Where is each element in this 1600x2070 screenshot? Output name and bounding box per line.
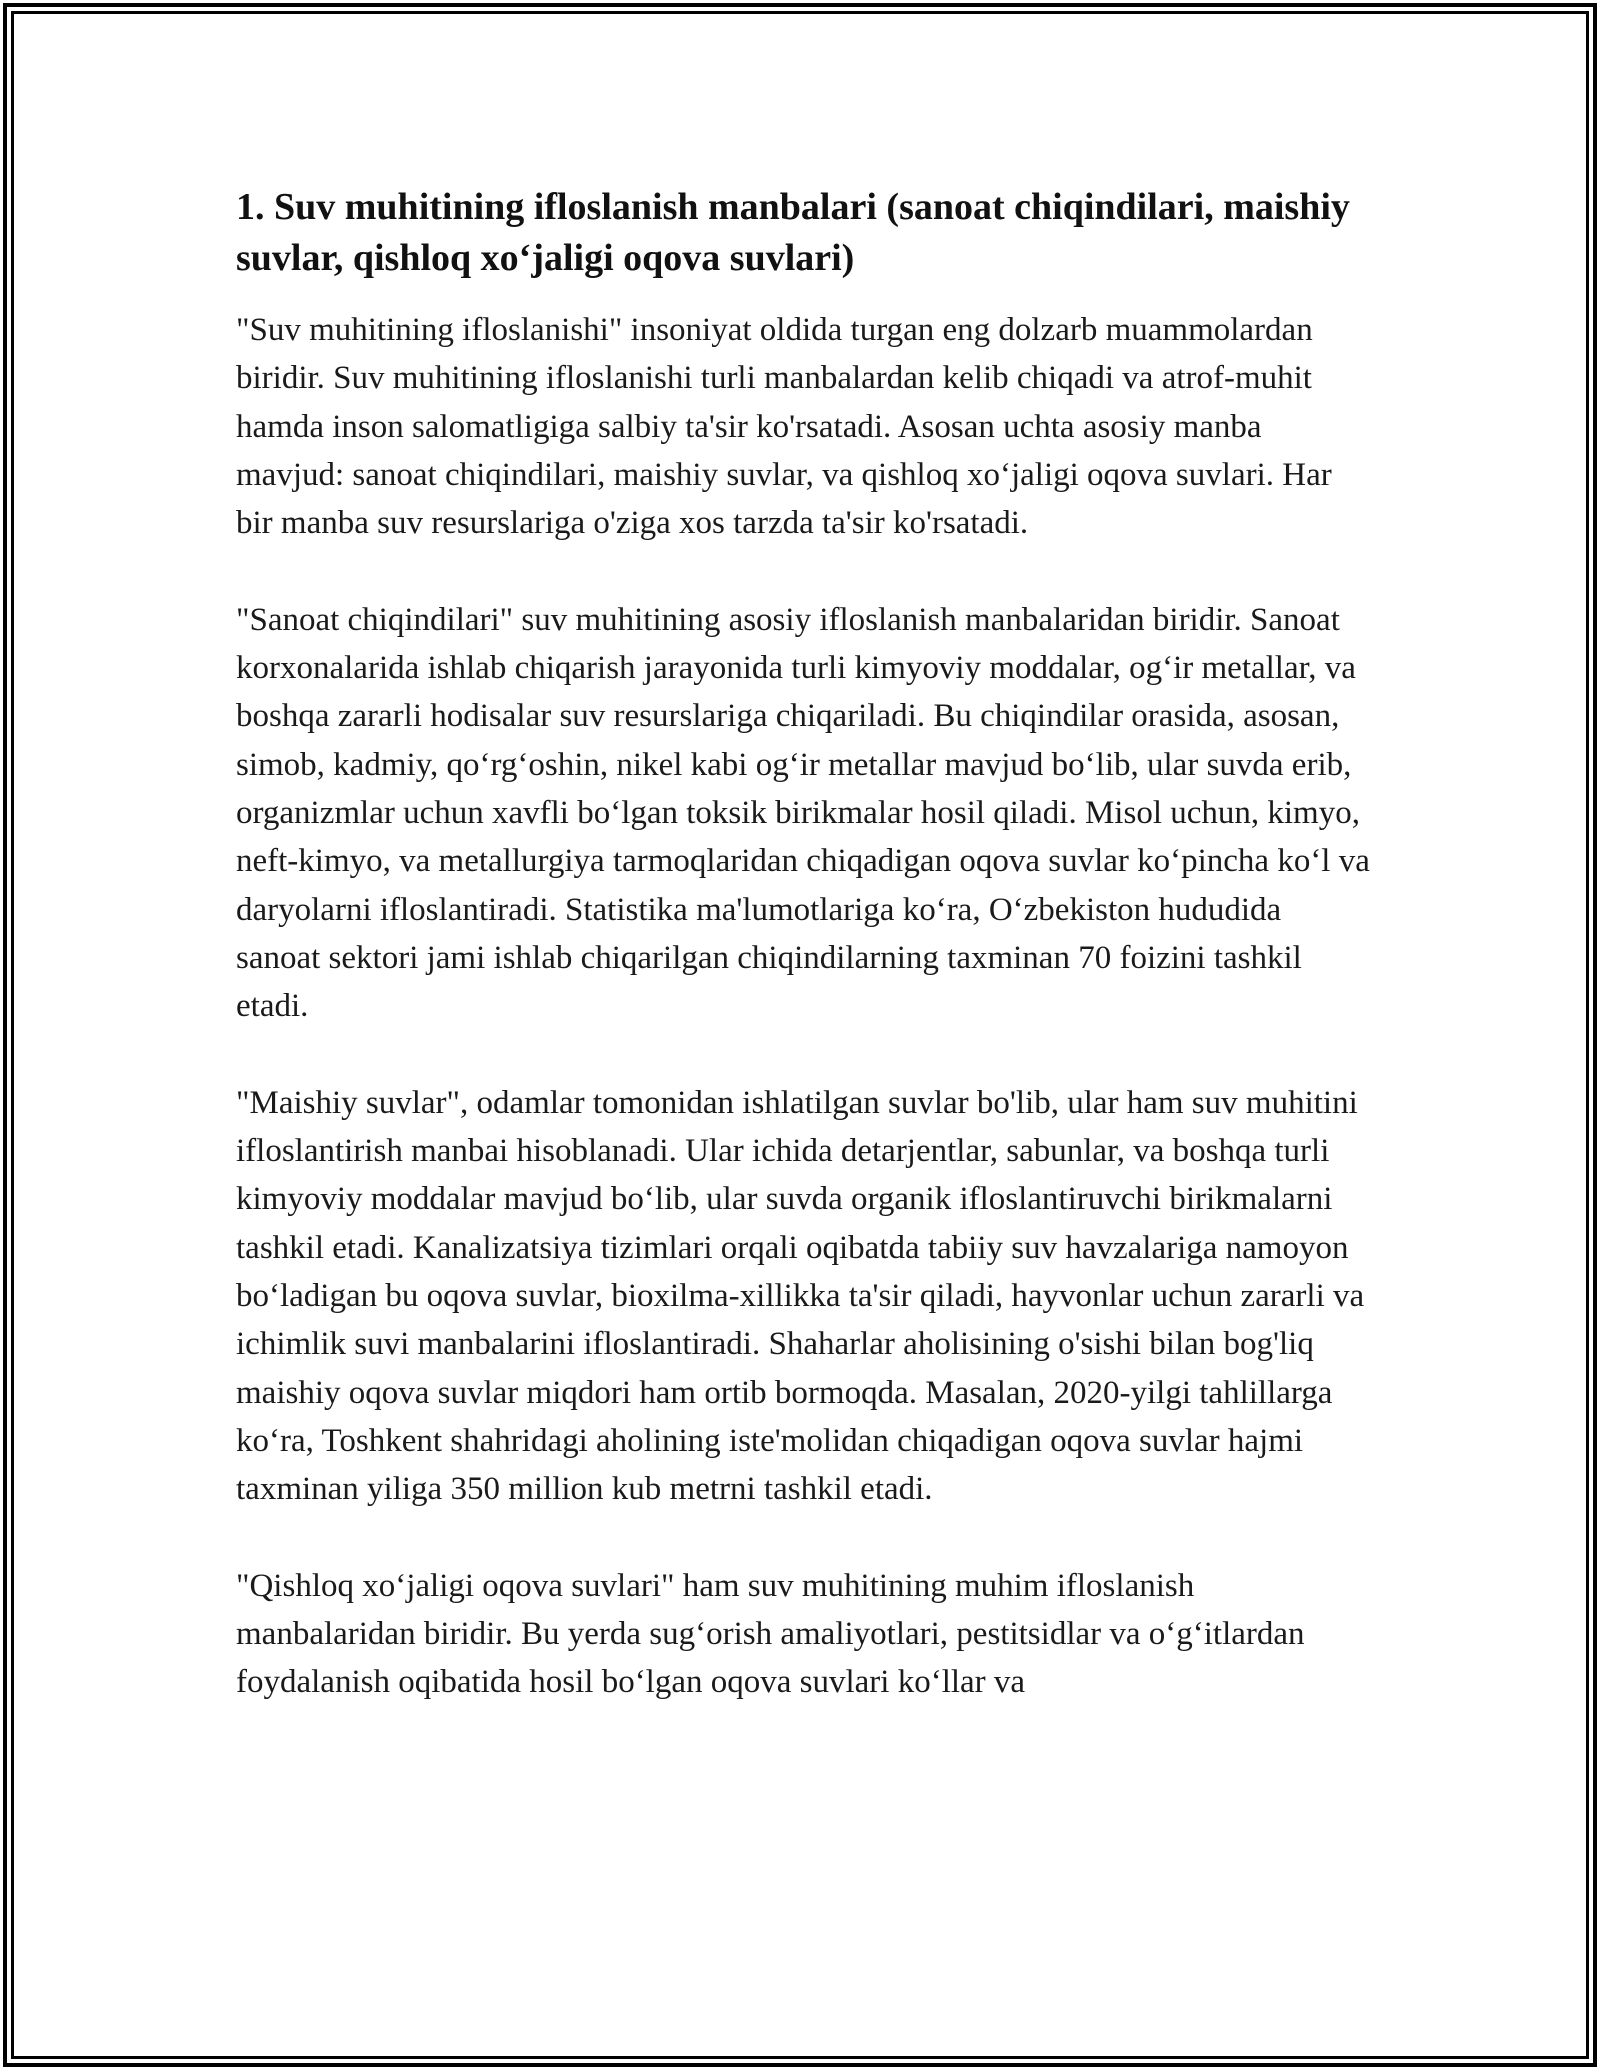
paragraph-domestic-water: "Maishiy suvlar", odamlar tomonidan ishlatilgan suvlar bo'lib, ular ham suv muhitini ifloslantirish manbai hisoblanadi. Ular ichida detarjentlar, sabunlar, va boshqa turli kimyoviy moddalar mavjud bo‘lib, ular suvda organik ifloslantiruvchi birikmalarni tashkil etadi. Kanalizatsiya tizimlari orqali oqibatda tabiiy suv havzalariga namoyon bo‘ladigan bu oqova suvlar, bioxilma-xillikka ta'sir qiladi, hayvonlar uchun zararli va ichimlik suvi manbalarini ifloslantiradi. Shaharlar aholisining o'sishi bilan bog'liq maishiy oqova suvlar miqdori ham ortib bormoqda. Masalan, 2020-yilgi tahlillarga ko‘ra, Toshkent shahridagi aholining iste'molidan chiqadigan oqova suvlar hajmi taxminan yiliga 350 million kub metrni tashkil etadi. xyxy=(236,1084,1365,1508)
paragraph-industrial-waste: "Sanoat chiqindilari" suv muhitining asosiy ifloslanish manbalaridan biridir. Sanoat korxonalarida ishlab chiqarish jarayonida turli kimyoviy moddalar, og‘ir metallar, va boshqa zararli hodisalar suv resurslariga chiqariladi. Bu chiqindilar orasida, asosan, simob, kadmiy, qo‘rg‘oshin, nikel kabi og‘ir metallar mavjud bo‘lib, ular suvda erib, organizmlar uchun xavfli bo‘lgan toksik birikmalar hosil qiladi. Misol uchun, kimyo, neft-kimyo, va metallurgiya tarmoqlaridan chiqadigan oqova suvlar ko‘pincha ko‘l va daryolarni ifloslantiradi. Statistika ma'lumotlariga ko‘ra, O‘zbekiston hududida sanoat sektori jami ishlab chiqarilgan chiqindilarning taxminan 70 foizini tashkil etadi. xyxy=(236,601,1370,1025)
paragraph-agricultural-wastewater: "Qishloq xo‘jaligi oqova suvlari" ham suv muhitining muhim ifloslanish manbalaridan biridir. Bu yerda sug‘orish amaliyotlari, pestitsidlar va o‘g‘itlardan foydalanish oqibatida hosil bo‘lgan oqova suvlari ko‘llar va xyxy=(236,1567,1305,1701)
paragraph-intro: "Suv muhitining ifloslanishi" insoniyat oldida turgan eng dolzarb muammolardan biridir. Suv muhitining ifloslanishi turli manbalardan kelib chiqadi va atrof-muhit hamda inson salomatligiga salbiy ta'sir ko'rsatadi. Asosan uchta asosiy manba mavjud: sanoat chiqindilari, maishiy suvlar, va qishloq xo‘jaligi oqova suvlari. Har bir manba suv resurslariga o'ziga xos tarzda ta'sir ko'rsatadi. xyxy=(236,312,1332,542)
document-body xyxy=(236,182,1371,1755)
section-heading: 1. Suv muhitining ifloslanish manbalari (sanoat chiqindilari, maishiy suvlar, qishloq xo‘jaligi oqova suvlari) xyxy=(236,186,1350,279)
